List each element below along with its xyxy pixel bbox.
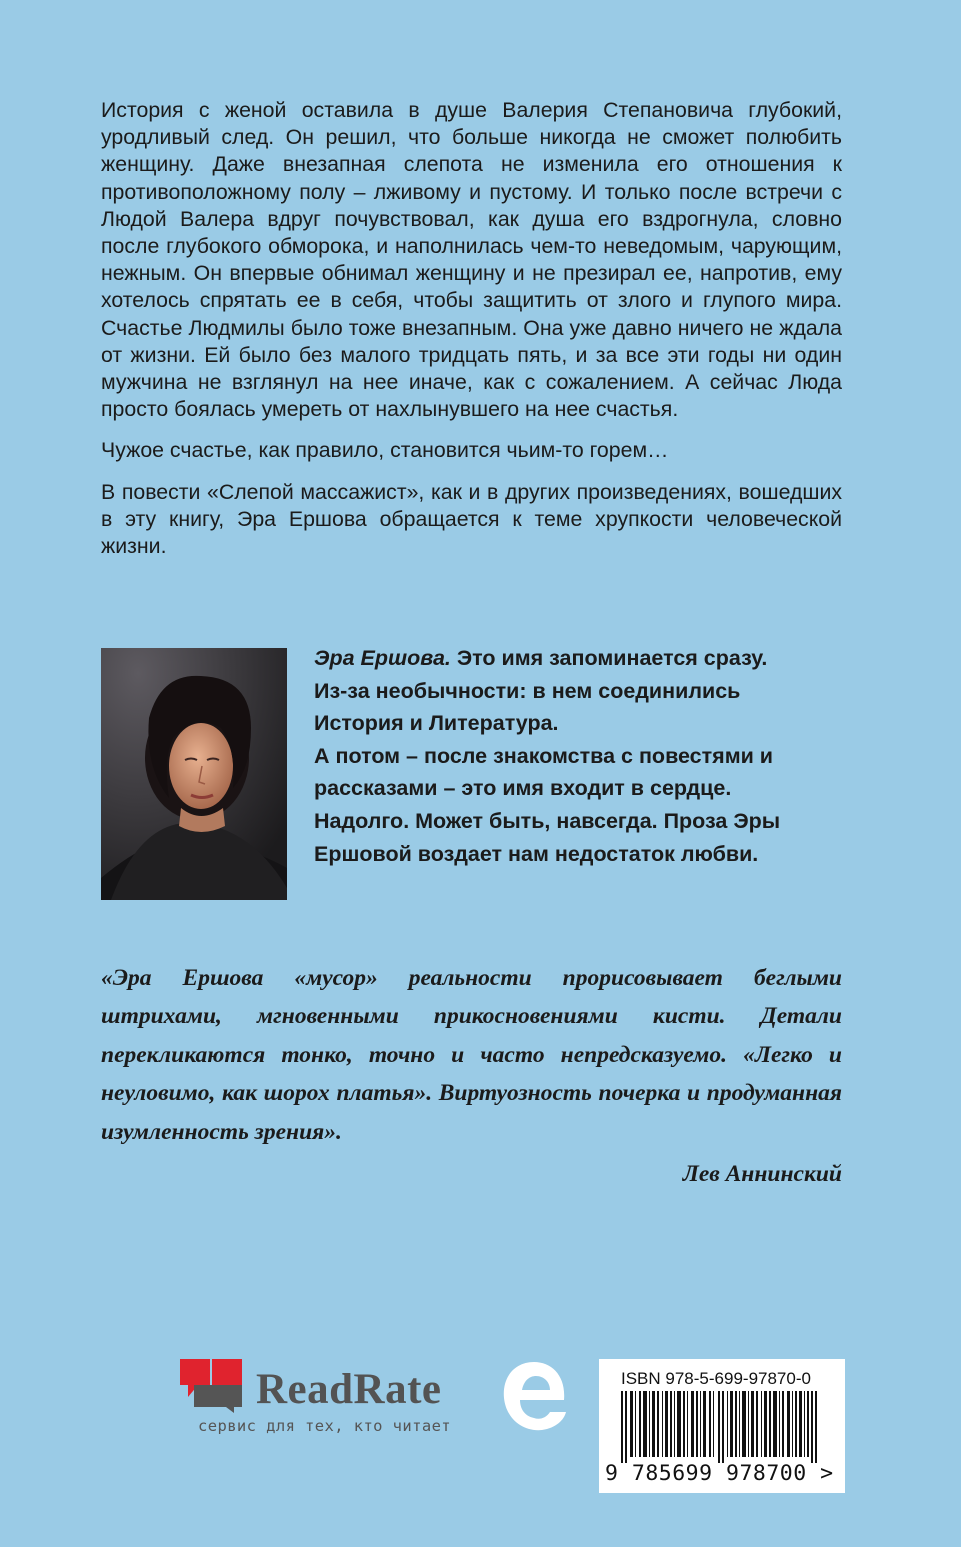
author-bio xyxy=(314,642,794,870)
readrate-book-icon xyxy=(178,1355,248,1415)
blurb-paragraph: История с женой оставила в душе Валерия Степановича глубокий, уродливый след. Он решил, что больше никогда не сможет полюбить женщину. Даже внезапная слепота не изменила его отношения к противоположному полу – лживому и пустому. И только после встречи с Людой Валера вдруг почувствовал, как душа его вздрогнула, словно после глубокого обморока, и наполнилась чем-то неведомым, чарующим, нежным. Он впервые обнимал женщину и не презирал ее, напротив, ему хотелось спрятать ее в себя, чтобы защитить от злого и глупого мира. Счастье Людмилы было тоже внезапным. Она уже давно ничего не ждала от жизни. Ей было без малого тридцать пять, и за все эти годы ни один мужчина не взглянул на нее иначе, как с сожалением. А сейчас Люда просто боялась умереть от нахлынувшего на нее счастья. xyxy=(101,98,842,422)
readrate-tagline: сервис для тех, кто читает xyxy=(198,1417,452,1435)
eksmo-logo-icon xyxy=(498,1356,570,1438)
critic-quote: «Эра Ершова «мусор» реальности прорисовывает беглыми штрихами, мгновенными прикосновениями кисти. Детали перекликаются тонко, точно и часто непредсказуемо. «Легко и неуловимо, как шорох платья». Виртуозность почерка и продуманная изумленность зрения». xyxy=(101,965,842,1145)
readrate-logo xyxy=(176,1355,466,1445)
bio-text: Это имя запоминается сразу. Из-за необычности: в нем соединились История и Литература. xyxy=(314,646,768,736)
blurb-paragraph: Чужое счастье, как правило, становится чьим-то горем… xyxy=(101,438,669,463)
author-name: Эра Ершова. xyxy=(314,646,451,670)
author-photo xyxy=(101,648,287,900)
barcode xyxy=(621,1391,825,1463)
readrate-name: ReadRate xyxy=(256,1366,442,1413)
isbn-number: ISBN 978-5-699-97870-0 xyxy=(621,1369,811,1388)
ean-digits: 9 785699 978700 > xyxy=(605,1461,834,1486)
back-cover-blurb xyxy=(101,97,842,574)
blurb-paragraph: В повести «Слепой массажист», как и в других произведениях, вошедших в эту книгу, Эра Ершова обращается к теме хрупкости человеческой жизни. xyxy=(101,479,842,559)
bio-text-continued: А потом – после знакомства с повестями и рассказами – это имя входит в сердце. Надолго. Может быть, навсегда. Проза Эры Ершовой воздает нам недостаток любви. xyxy=(314,743,781,866)
quote-author: Лев Аннинский xyxy=(682,1161,842,1187)
barcode-block xyxy=(599,1359,845,1493)
